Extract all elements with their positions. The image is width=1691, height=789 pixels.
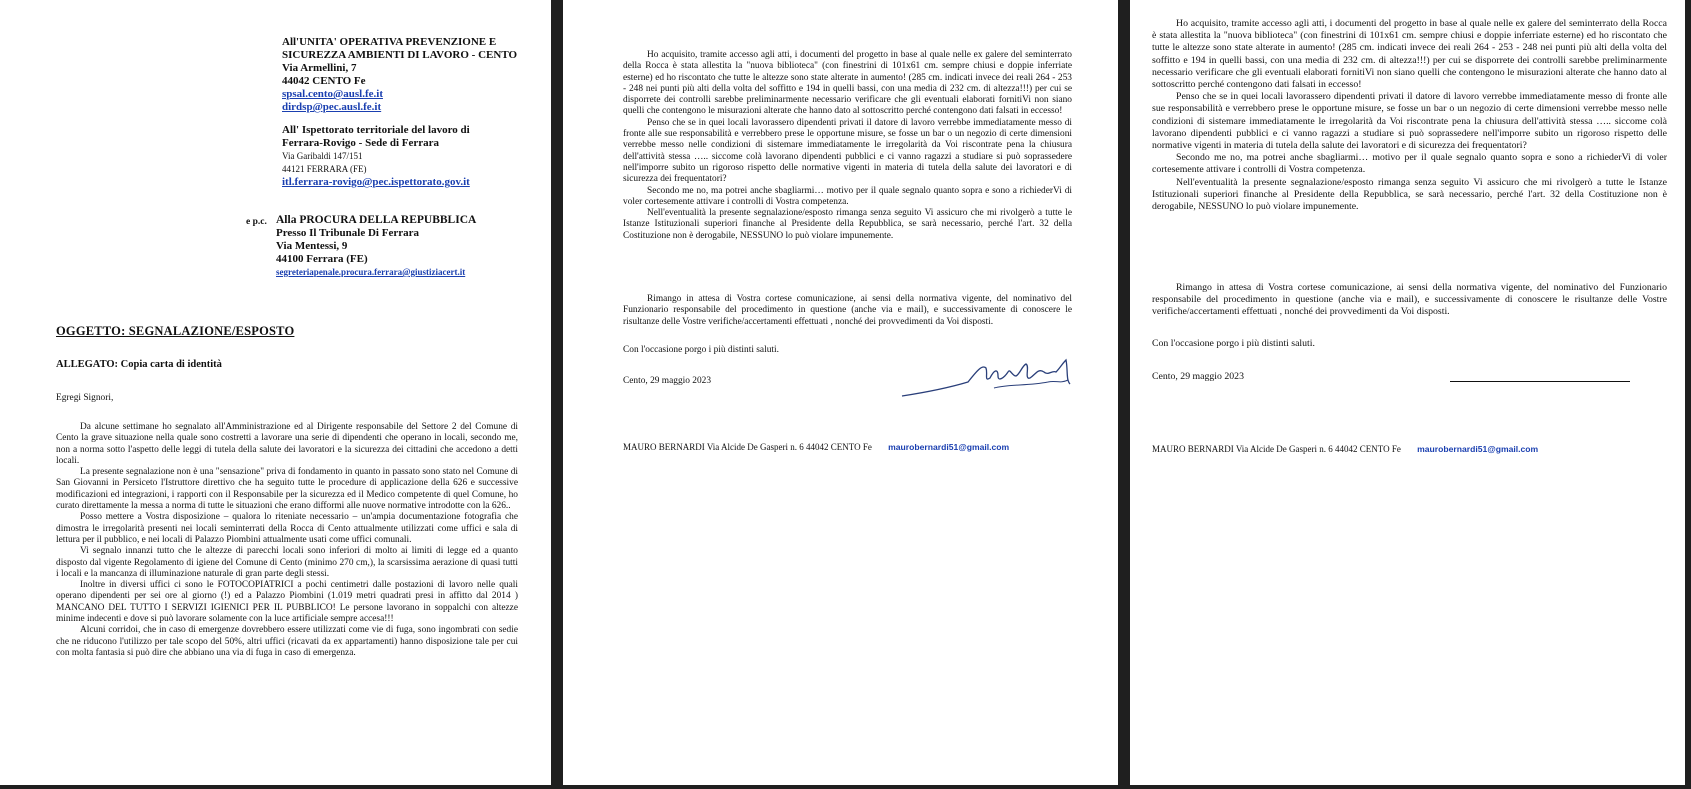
email-link[interactable]: spsal.cento@ausl.fe.it <box>282 88 383 100</box>
paragraph: La presente segnalazione non è una "sensazione" priva di fondamento in quanto in passato sono stato nel Comune di San Giovanni in Persiceto l'Istruttore direttivo che ha seguito tutte le procedure di applicazione della 626 e successive modificazioni ed integrazioni, i rapporti con il Responsabile per la sicurezza ed il Medico competente di quel Comune, ho curato direttamente la messa a norma di tutte le situazioni che erano difformi alle nuove normative introdotte con la 626.. <box>56 467 518 512</box>
paragraph: Inoltre in diversi uffici ci sono le FOTOCOPIATRICI a pochi centimetri dalle postazioni di lavoro nelle quali operano dipendenti per sei ore al giorno (!) ed a Palazzo Piombini (1.019 metri quadrati presi in affitto dal 2014 ) MANCANO DEL TUTTO I SERVIZI IGIENICI PER IL PUBBLICO! Le persone lavorano in soppalchi con altezze minime indecenti e dove si può lavorare solamente con la luce artificiale sempre accesa!!! <box>56 580 518 625</box>
paragraph: Penso che se in quei locali lavorassero dipendenti privati il datore di lavoro verrebbe immediatamente messo di fronte alle sue responsabilità e verrebbero prese le opportune misure, se fosse un bar o un negozio di certe dimensioni verrebbe messo nelle condizioni di sistemare immediatamente le irregolarità da Voi riscontrate pena la chiusura dell'attività stessa ….. siccome colà lavorano dipendenti pubblici e ci vanno ragazzi a studiare si può soprassedere nell'imporre subito un rigoroso rispetto delle normative vigenti in materia di tutela della salute dei lavoratori e di sicurezza dei frequentatori? <box>1152 91 1667 152</box>
recipient-line: All'UNITA' OPERATIVA PREVENZIONE E <box>282 36 497 48</box>
attachment-note: ALLEGATO: Copia carta di identità <box>56 359 222 370</box>
paragraph: Vi segnalo innanzi tutto che le altezze di parecchi locali sono inferiori di molto ai limiti di legge ed a quanto disposto dal vigente Regolamento di igiene del Comune di Cento (minimo 270 cm,), la scarsissima aerazione di quasi tutti i locali e la mancanza di illuminazione naturale di gran parte degli stessi. <box>56 546 518 579</box>
handwritten-signature <box>898 358 1078 402</box>
sender-info: MAURO BERNARDI Via Alcide De Gasperi n. 6 44042 CENTO Fe <box>1152 444 1401 454</box>
paragraph: Ho acquisito, tramite accesso agli atti, i documenti del progetto in base al quale nelle ex galere del seminterrato della Rocca è stata allestita la "nuova biblioteca" (con finestrini di 101x61 cm. sempre chiusi e doppie inferriate esterne) ed ho riscontato che tutte le altezze sono state alterate in aumento! (285 cm. indicati invece dei reali 264 - 253 - 248 nei punti più alti della volta del soffitto e 194 in quelli bassi, con una media di 232 cm. di altezza!!!) per cui se disporrete dei controlli sarebbe preliminarmente necessario verificare che gli eventuali elaborati fornitiVi non siano quelli che contengono le misurazioni alterate che hanno dato al sottoscritto perché contengono dati falsati in eccesso! <box>1152 18 1667 91</box>
email-link[interactable]: itl.ferrara-rovigo@pec.ispettorato.gov.it <box>282 176 470 188</box>
body-text <box>623 50 1072 242</box>
paragraph: Alcuni corridoi, che in caso di emergenze dovrebbero essere utilizzati come vie di fuga, sono ingombrati con sedie che ne riducono l'utilizzo per tale scopo del 50%, altri uffici (ricavati da ex appartamenti) hanno disposizione tale per cui con molta fantasia si può dire che abbiano una via di fuga in caso di emergenza. <box>56 625 518 658</box>
body-text <box>56 422 518 659</box>
greeting: Egregi Signori, <box>56 393 114 403</box>
date: Cento, 29 maggio 2023 <box>623 376 712 386</box>
paragraph: Penso che se in quei locali lavorassero dipendenti privati il datore di lavoro verrebbe immediatamente messo di fronte alle sue responsabilità e verrebbero prese le opportune misure, se fosse un bar o un negozio di certe dimensioni verrebbe messo nelle condizioni di sistemare immediatamente le irregolarità da Voi riscontrate pena la chiusura dell'attività stessa ….. siccome colà lavorano dipendenti pubblici e ci vanno ragazzi a studiare si può soprassedere nell'imporre subito un rigoroso rispetto delle normative vigenti in materia di tutela della salute dei lavoratori e di sicurezza dei frequentatori? <box>623 117 1072 185</box>
sender-email[interactable]: maurobernardi51@gmail.com <box>1417 444 1539 454</box>
paragraph: Nell'eventualità la presente segnalazione/esposto rimanga senza seguito Vi assicuro che mi rivolgerò a tutte le Istanze Istituzionali superiori finanche al Presidente della Repubblica, se sarà necessario, perché l'art. 32 della Costituzione non è derogabile, NESSUNO lo può violare impunemente. <box>623 208 1072 241</box>
document-page-1 <box>0 0 551 785</box>
recipient-block-2 <box>282 124 470 189</box>
paragraph: Secondo me no, ma potrei anche sbagliarmi… motivo per il quale segnalo quanto sopra e sono a richiederVi di voler cortesemente attivare i controlli di Vostra competenza. <box>1152 152 1667 176</box>
recipient-block-3 <box>246 214 476 279</box>
salutation: Con l'occasione porgo i più distinti saluti. <box>623 345 779 355</box>
paragraph: Secondo me no, ma potrei anche sbagliarmi… motivo per il quale segnalo quanto sopra e sono a richiederVi di voler cortesemente attivare i controlli di Vostra competenza. <box>623 185 1072 207</box>
recipient-line: Alla PROCURA DELLA REPUBBLICA <box>276 214 477 226</box>
recipient-line: SICUREZZA AMBIENTI DI LAVORO - CENTO <box>282 49 518 61</box>
document-page-2 <box>563 0 1118 785</box>
subject-heading: OGGETTO: SEGNALAZIONE/ESPOSTO <box>56 324 295 338</box>
salutation: Con l'occasione porgo i più distinti saluti. <box>1152 338 1315 349</box>
recipient-line: Via Garibaldi 147/151 <box>282 151 363 161</box>
signature-line <box>1450 381 1630 382</box>
email-link[interactable]: segreteriapenale.procura.ferrara@giustiziacert.it <box>276 267 466 277</box>
recipient-line: 44042 CENTO Fe <box>282 75 366 87</box>
body-text <box>1152 18 1667 213</box>
paragraph: Posso mettere a Vostra disposizione – qualora lo riteniate necessario – un'ampia documentazione fotografia che dimostra le irregolarità presenti nei locali seminterrati della Rocca di Cento attualmente utilizzati come uffici e sala di lettura per il pubblico, e nei locali di Palazzo Piombini attualmente usati come uffici comunali. <box>56 512 518 545</box>
sender-email[interactable]: maurobernardi51@gmail.com <box>888 442 1010 452</box>
date: Cento, 29 maggio 2023 <box>1152 371 1244 382</box>
recipient-line: Presso Il Tribunale Di Ferrara <box>276 227 419 239</box>
recipient-line: Ferrara-Rovigo - Sede di Ferrara <box>282 137 439 149</box>
document-page-3 <box>1130 0 1685 785</box>
sender-footer <box>1152 444 1538 454</box>
paragraph: Da alcune settimane ho segnalato all'Amministrazione ed al Dirigente responsabile del Settore 2 del Comune di Cento la grave situazione nella quale sono costretti a lavorare una serie di dipendenti che operano in locali, secondo me, non a norma sotto l'aspetto delle leggi di tutela della salute dei lavoratori e la sicurezza dei cittadini che accedono a detti locali. <box>56 422 518 466</box>
recipient-block-1 <box>282 36 517 114</box>
recipient-line: Via Armellini, 7 <box>282 62 357 74</box>
recipient-line: 44100 Ferrara (FE) <box>276 253 368 265</box>
email-link[interactable]: dirdsp@pec.ausl.fe.it <box>282 101 382 113</box>
recipient-line: 44121 FERRARA (FE) <box>282 164 367 174</box>
closing-paragraph: Rimango in attesa di Vostra cortese comunicazione, ai sensi della normativa vigente, del nominativo del Funzionario responsabile del procedimento in questione (anche via e mail), e successivamente di conoscere le risultanze delle Vostre verifiche/accertamenti effettuati , nonché dei provvedimenti da Voi disposti. <box>623 294 1072 327</box>
paragraph: Ho acquisito, tramite accesso agli atti, i documenti del progetto in base al quale nelle ex galere del seminterrato della Rocca è stata allestita la "nuova biblioteca" (con finestrini di 101x61 cm. sempre chiusi e doppie inferriate esterne) ed ho riscontato che tutte le altezze sono state alterate in aumento! (285 cm. indicati invece dei reali 264 - 253 - 248 nei punti più alti della volta del soffitto e 194 in quelli bassi, con una media di 232 cm. di altezza!!!) per cui se disporrete dei controlli sarebbe preliminarmente necessario verificare che gli eventuali elaborati fornitiVi non siano quelli che contengono le misurazioni alterate che hanno dato al sottoscritto perché contengono dati falsati in eccesso! <box>623 50 1072 117</box>
recipient-line: Via Mentessi, 9 <box>276 240 348 252</box>
closing-paragraph: Rimango in attesa di Vostra cortese comunicazione, ai sensi della normativa vigente, del nominativo del Funzionario responsabile del procedimento in questione (anche via e mail), e successivamente di conoscere le risultanze delle Vostre verifiche/accertamenti effettuati , nonché dei provvedimenti da Voi disposti. <box>1152 282 1667 318</box>
sender-footer <box>623 442 1009 452</box>
paragraph: Nell'eventualità la presente segnalazione/esposto rimanga senza seguito Vi assicuro che mi rivolgerò a tutte le Istanze Istituzionali superiori finanche al Presidente della Repubblica, se sarà necessario, perché l'art. 32 della Costituzione non è derogabile, NESSUNO lo può violare impunemente. <box>1152 176 1667 213</box>
recipient-line: All' Ispettorato territoriale del lavoro di <box>282 124 470 136</box>
cc-prefix: e p.c. <box>246 217 267 227</box>
sender-info: MAURO BERNARDI Via Alcide De Gasperi n. 6 44042 CENTO Fe <box>623 442 872 452</box>
